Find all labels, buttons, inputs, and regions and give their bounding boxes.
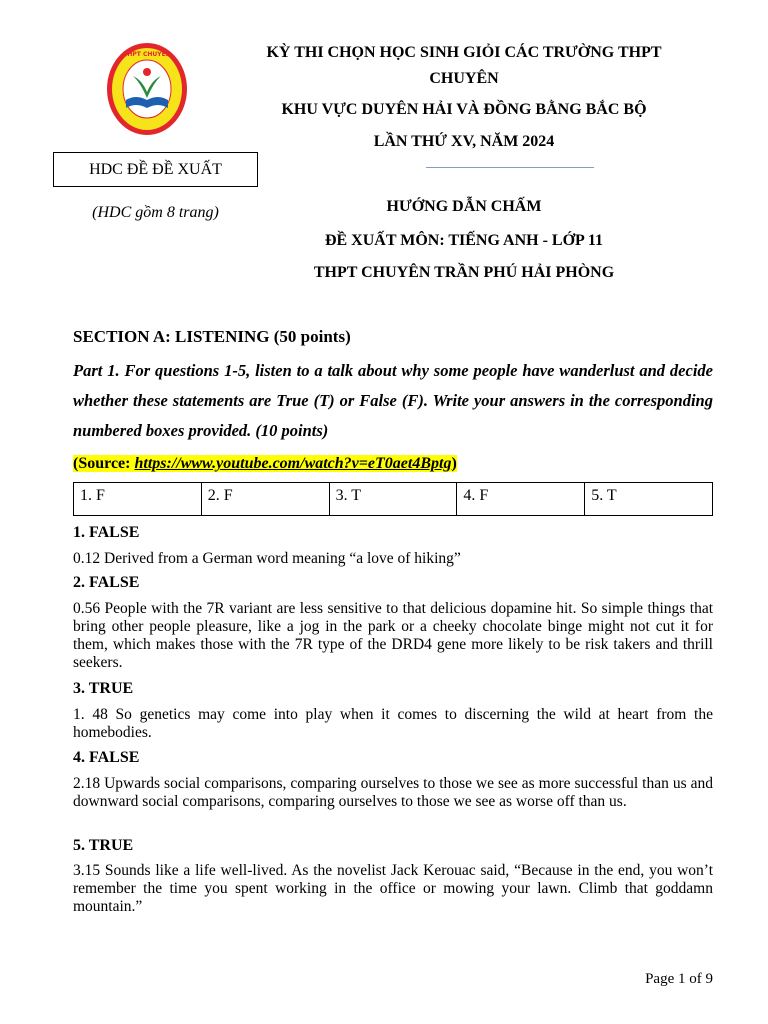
source-line bbox=[73, 455, 457, 473]
source-link[interactable]: https://www.youtube.com/watch?v=eT0aet4Bptg bbox=[134, 455, 452, 472]
doc-subject: ĐỀ XUẤT MÔN: TIẾNG ANH - LỚP 11 bbox=[324, 232, 604, 249]
exam-title-line1: KỲ THI CHỌN HỌC SINH GIỎI CÁC TRƯỜNG THPT bbox=[266, 44, 662, 61]
doc-title: HƯỚNG DẪN CHẤM bbox=[386, 198, 542, 215]
hdc-page-note: (HDC gồm 8 trang) bbox=[92, 204, 219, 221]
answer-cell: 5. T bbox=[585, 483, 713, 516]
svg-text:THPT CHUYÊN: THPT CHUYÊN bbox=[123, 51, 171, 58]
exam-region: KHU VỰC DUYÊN HẢI VÀ ĐỒNG BẰNG BẮC BỘ bbox=[281, 101, 647, 118]
school-emblem-icon bbox=[106, 42, 188, 138]
answer-cell: 3. T bbox=[329, 483, 457, 516]
explanation-text: 3.15 Sounds like a life well-lived. As the novelist Jack Kerouac said, “Because in the end, you won’t remember the time you spent working in the office or mowing your lawn. Climb that goddamn mountain.” bbox=[73, 862, 713, 915]
source-prefix: (Source: bbox=[73, 455, 135, 472]
section-title: SECTION A: LISTENING (50 points) bbox=[73, 327, 351, 346]
answer-cell: 4. F bbox=[457, 483, 585, 516]
explanation-text: 2.18 Upwards social comparisons, comparing ourselves to those we see as more successful than us and downward social comparisons, comparing ourselves to those we see as worse off than us. bbox=[73, 775, 713, 810]
explanation-heading: 2. FALSE bbox=[73, 574, 140, 591]
page-number: Page 1 of 9 bbox=[645, 971, 713, 987]
answer-cell: 1. F bbox=[74, 483, 202, 516]
header-divider bbox=[426, 167, 594, 168]
table-row bbox=[74, 483, 713, 516]
exam-edition: LẦN THỨ XV, NĂM 2024 bbox=[373, 133, 555, 150]
answer-table bbox=[73, 482, 713, 516]
part1-instruction: Part 1. For questions 1-5, listen to a talk about why some people have wanderlust and decide whether these statements are True (T) or False (F). Write your answers in the corresponding numbered boxes provided. (10 points) bbox=[73, 361, 713, 440]
answer-cell: 2. F bbox=[201, 483, 329, 516]
doc-school: THPT CHUYÊN TRẦN PHÚ HẢI PHÒNG bbox=[313, 264, 615, 281]
explanation-text: 1. 48 So genetics may come into play when it comes to discerning the wild at heart from the homebodies. bbox=[73, 706, 713, 741]
exam-title-line2: CHUYÊN bbox=[429, 70, 499, 87]
explanation-text: 0.56 People with the 7R variant are less sensitive to that delicious dopamine hit. So simple things that bring other people pleasure, like a jog in the park or a cheeky chocolate binge might not cut it for them, which makes those with the 7R type of the DRD4 gene more likely to be risk takers and thrill seekers. bbox=[73, 600, 713, 671]
explanation-heading: 3. TRUE bbox=[73, 680, 134, 697]
explanation-text: 0.12 Derived from a German word meaning “a love of hiking” bbox=[73, 550, 461, 567]
hdc-label-box: HDC ĐỀ ĐỀ XUẤT bbox=[53, 152, 258, 187]
explanation-heading: 4. FALSE bbox=[73, 749, 140, 766]
source-highlight bbox=[73, 455, 457, 472]
explanation-heading: 1. FALSE bbox=[73, 524, 140, 541]
explanation-heading: 5. TRUE bbox=[73, 837, 134, 854]
source-suffix: ) bbox=[451, 455, 457, 472]
